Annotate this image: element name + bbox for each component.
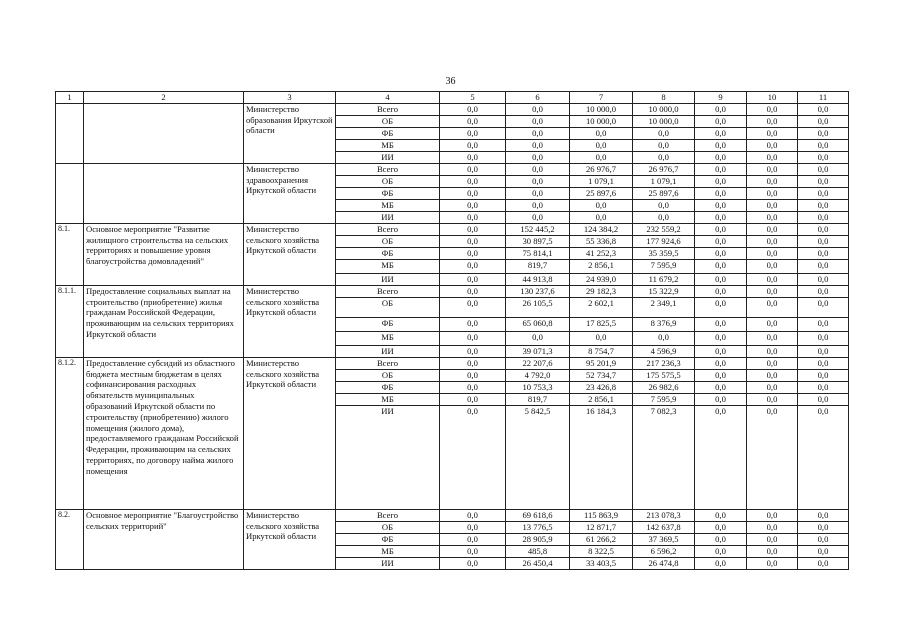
value-cell: 24 939,0 <box>570 273 633 285</box>
value-cell: 0,0 <box>633 127 695 139</box>
value-cell: 0,0 <box>747 297 798 317</box>
row-code <box>56 163 84 223</box>
value-cell: 61 266,2 <box>570 533 633 545</box>
measure-description: Основное мероприятие "Развитие жилищного строительства на сельских территориях и повышение уровня благоустройства домовладений" <box>84 223 244 285</box>
measure-description: Основное мероприятие "Благоустройство сельских территорий" <box>84 509 244 569</box>
value-cell: 0,0 <box>506 175 570 187</box>
value-cell: 75 814,1 <box>506 247 570 259</box>
value-cell: 0,0 <box>440 175 506 187</box>
value-cell: 65 060,8 <box>506 317 570 331</box>
column-header-10: 10 <box>747 92 798 104</box>
value-cell: 0,0 <box>747 187 798 199</box>
value-cell: 0,0 <box>747 345 798 357</box>
value-cell: 10 000,0 <box>633 115 695 127</box>
budget-table <box>55 91 849 570</box>
value-cell: 39 071,3 <box>506 345 570 357</box>
value-cell: 0,0 <box>798 357 849 369</box>
value-cell: 0,0 <box>747 211 798 223</box>
value-cell: 7 595,9 <box>633 393 695 405</box>
value-cell: 0,0 <box>798 187 849 199</box>
value-cell: 0,0 <box>747 331 798 345</box>
value-cell: 0,0 <box>440 259 506 273</box>
value-cell: 0,0 <box>798 545 849 557</box>
value-cell: 0,0 <box>798 235 849 247</box>
value-cell: 0,0 <box>440 393 506 405</box>
funding-source: ФБ <box>336 187 440 199</box>
value-cell: 0,0 <box>798 509 849 521</box>
funding-source: ФБ <box>336 127 440 139</box>
value-cell: 0,0 <box>747 405 798 509</box>
column-header-11: 11 <box>798 92 849 104</box>
column-header-7: 7 <box>570 92 633 104</box>
value-cell: 0,0 <box>798 199 849 211</box>
value-cell: 0,0 <box>695 127 747 139</box>
value-cell: 485,8 <box>506 545 570 557</box>
value-cell: 0,0 <box>798 405 849 509</box>
value-cell: 0,0 <box>440 199 506 211</box>
funding-source: МБ <box>336 199 440 211</box>
value-cell: 2 602,1 <box>570 297 633 317</box>
value-cell: 0,0 <box>570 151 633 163</box>
value-cell: 0,0 <box>798 557 849 569</box>
responsible-organization: Министерство сельского хозяйства Иркутской области <box>244 223 336 285</box>
value-cell: 0,0 <box>798 139 849 151</box>
funding-source: Всего <box>336 223 440 235</box>
value-cell: 0,0 <box>798 103 849 115</box>
value-cell: 0,0 <box>798 127 849 139</box>
value-cell: 0,0 <box>440 557 506 569</box>
row-code: 8.1.2. <box>56 357 84 509</box>
row-code: 8.1. <box>56 223 84 285</box>
value-cell: 6 596,2 <box>633 545 695 557</box>
value-cell: 2 856,1 <box>570 393 633 405</box>
row-code: 8.1.1. <box>56 285 84 357</box>
funding-source: ФБ <box>336 381 440 393</box>
value-cell: 0,0 <box>798 211 849 223</box>
value-cell: 28 905,9 <box>506 533 570 545</box>
table-row <box>56 357 849 369</box>
value-cell: 0,0 <box>798 285 849 297</box>
row-code: 8.2. <box>56 509 84 569</box>
value-cell: 0,0 <box>695 345 747 357</box>
value-cell: 0,0 <box>440 297 506 317</box>
value-cell: 0,0 <box>798 163 849 175</box>
value-cell: 0,0 <box>747 557 798 569</box>
value-cell: 26 450,4 <box>506 557 570 569</box>
value-cell: 819,7 <box>506 393 570 405</box>
value-cell: 30 897,5 <box>506 235 570 247</box>
value-cell: 0,0 <box>747 317 798 331</box>
value-cell: 0,0 <box>747 247 798 259</box>
table-row <box>56 223 849 235</box>
value-cell: 25 897,6 <box>570 187 633 199</box>
funding-source: ФБ <box>336 247 440 259</box>
responsible-organization: Министерство образования Иркутской области <box>244 103 336 163</box>
value-cell: 0,0 <box>633 211 695 223</box>
table-row <box>56 103 849 115</box>
value-cell: 0,0 <box>440 509 506 521</box>
value-cell: 0,0 <box>440 103 506 115</box>
value-cell: 26 105,5 <box>506 297 570 317</box>
column-header-4: 4 <box>336 92 440 104</box>
value-cell: 142 637,8 <box>633 521 695 533</box>
value-cell: 55 336,8 <box>570 235 633 247</box>
value-cell: 26 976,7 <box>570 163 633 175</box>
column-header-1: 1 <box>56 92 84 104</box>
value-cell: 0,0 <box>633 151 695 163</box>
value-cell: 8 322,5 <box>570 545 633 557</box>
value-cell: 0,0 <box>747 273 798 285</box>
value-cell: 0,0 <box>747 103 798 115</box>
funding-source: ОБ <box>336 521 440 533</box>
value-cell: 0,0 <box>440 381 506 393</box>
funding-source: ОБ <box>336 297 440 317</box>
measure-description: Предоставление субсидий из областного бюджета местным бюджетам в целях софинансирования расходных обязательств муниципальных образований Иркутской области по строительству (приобретению) жилого помещения (жилого дома), предоставляемого гражданам Российской Федерации, проживающим на сельских территориях, по договору найма жилого помещения <box>84 357 244 509</box>
value-cell: 69 618,6 <box>506 509 570 521</box>
value-cell: 0,0 <box>440 247 506 259</box>
value-cell: 0,0 <box>798 259 849 273</box>
value-cell: 0,0 <box>506 199 570 211</box>
value-cell: 0,0 <box>695 199 747 211</box>
funding-source: МБ <box>336 259 440 273</box>
table-row <box>56 285 849 297</box>
header-row <box>56 92 849 104</box>
value-cell: 0,0 <box>747 199 798 211</box>
value-cell: 10 000,0 <box>570 103 633 115</box>
value-cell: 0,0 <box>695 545 747 557</box>
value-cell: 0,0 <box>440 151 506 163</box>
value-cell: 8 754,7 <box>570 345 633 357</box>
value-cell: 15 322,9 <box>633 285 695 297</box>
funding-source: Всего <box>336 285 440 297</box>
value-cell: 213 078,3 <box>633 509 695 521</box>
value-cell: 5 842,5 <box>506 405 570 509</box>
funding-source: МБ <box>336 331 440 345</box>
value-cell: 0,0 <box>747 545 798 557</box>
funding-source: ИИ <box>336 273 440 285</box>
value-cell: 0,0 <box>747 223 798 235</box>
value-cell: 0,0 <box>506 211 570 223</box>
funding-source: Всего <box>336 103 440 115</box>
value-cell: 0,0 <box>506 115 570 127</box>
value-cell: 0,0 <box>747 163 798 175</box>
value-cell: 0,0 <box>695 317 747 331</box>
value-cell: 0,0 <box>747 509 798 521</box>
value-cell: 0,0 <box>798 273 849 285</box>
value-cell: 23 426,8 <box>570 381 633 393</box>
value-cell: 0,0 <box>695 151 747 163</box>
responsible-organization: Министерство сельского хозяйства Иркутской области <box>244 357 336 509</box>
value-cell: 8 376,9 <box>633 317 695 331</box>
value-cell: 0,0 <box>695 405 747 509</box>
value-cell: 0,0 <box>695 533 747 545</box>
funding-source: ИИ <box>336 211 440 223</box>
value-cell: 0,0 <box>440 345 506 357</box>
funding-source: ИИ <box>336 557 440 569</box>
value-cell: 0,0 <box>695 273 747 285</box>
value-cell: 0,0 <box>798 297 849 317</box>
value-cell: 819,7 <box>506 259 570 273</box>
value-cell: 0,0 <box>747 533 798 545</box>
value-cell: 0,0 <box>798 393 849 405</box>
funding-source: ФБ <box>336 533 440 545</box>
value-cell: 0,0 <box>506 139 570 151</box>
measure-description <box>84 103 244 163</box>
funding-source: ОБ <box>336 369 440 381</box>
value-cell: 26 976,7 <box>633 163 695 175</box>
value-cell: 0,0 <box>695 163 747 175</box>
value-cell: 0,0 <box>695 103 747 115</box>
value-cell: 52 734,7 <box>570 369 633 381</box>
value-cell: 0,0 <box>440 317 506 331</box>
value-cell: 4 792,0 <box>506 369 570 381</box>
funding-source: ИИ <box>336 405 440 509</box>
value-cell: 10 000,0 <box>633 103 695 115</box>
value-cell: 0,0 <box>747 357 798 369</box>
value-cell: 0,0 <box>798 533 849 545</box>
value-cell: 10 753,3 <box>506 381 570 393</box>
value-cell: 0,0 <box>695 297 747 317</box>
value-cell: 0,0 <box>440 139 506 151</box>
value-cell: 0,0 <box>695 235 747 247</box>
column-header-6: 6 <box>506 92 570 104</box>
funding-source: ОБ <box>336 235 440 247</box>
value-cell: 0,0 <box>440 533 506 545</box>
value-cell: 11 679,2 <box>633 273 695 285</box>
value-cell: 26 474,8 <box>633 557 695 569</box>
value-cell: 2 349,1 <box>633 297 695 317</box>
value-cell: 2 856,1 <box>570 259 633 273</box>
value-cell: 0,0 <box>695 211 747 223</box>
value-cell: 25 897,6 <box>633 187 695 199</box>
value-cell: 0,0 <box>570 199 633 211</box>
value-cell: 35 359,5 <box>633 247 695 259</box>
value-cell: 0,0 <box>440 235 506 247</box>
value-cell: 0,0 <box>747 139 798 151</box>
responsible-organization: Министерство сельского хозяйства Иркутской области <box>244 285 336 357</box>
value-cell: 0,0 <box>747 259 798 273</box>
value-cell: 0,0 <box>695 357 747 369</box>
responsible-organization: Министерство здравоохранения Иркутской области <box>244 163 336 223</box>
value-cell: 232 559,2 <box>633 223 695 235</box>
value-cell: 0,0 <box>747 115 798 127</box>
funding-source: ФБ <box>336 317 440 331</box>
measure-description: Предоставление социальных выплат на строительство (приобретение) жилья гражданам Российской Федерации, проживающим на сельских территориях Иркутской области <box>84 285 244 357</box>
value-cell: 0,0 <box>440 285 506 297</box>
column-header-5: 5 <box>440 92 506 104</box>
value-cell: 0,0 <box>747 285 798 297</box>
value-cell: 0,0 <box>440 405 506 509</box>
value-cell: 0,0 <box>798 223 849 235</box>
value-cell: 0,0 <box>798 369 849 381</box>
value-cell: 0,0 <box>747 127 798 139</box>
responsible-organization: Министерство сельского хозяйства Иркутской области <box>244 509 336 569</box>
value-cell: 0,0 <box>506 151 570 163</box>
value-cell: 7 595,9 <box>633 259 695 273</box>
funding-source: МБ <box>336 545 440 557</box>
value-cell: 0,0 <box>747 521 798 533</box>
value-cell: 0,0 <box>440 223 506 235</box>
value-cell: 0,0 <box>747 369 798 381</box>
value-cell: 177 924,6 <box>633 235 695 247</box>
value-cell: 0,0 <box>440 331 506 345</box>
value-cell: 0,0 <box>695 557 747 569</box>
value-cell: 7 082,3 <box>633 405 695 509</box>
value-cell: 0,0 <box>747 393 798 405</box>
value-cell: 1 079,1 <box>570 175 633 187</box>
value-cell: 0,0 <box>747 151 798 163</box>
table-row <box>56 509 849 521</box>
funding-source: ИИ <box>336 151 440 163</box>
value-cell: 0,0 <box>440 273 506 285</box>
value-cell: 0,0 <box>747 235 798 247</box>
value-cell: 0,0 <box>440 357 506 369</box>
value-cell: 0,0 <box>570 139 633 151</box>
column-header-9: 9 <box>695 92 747 104</box>
value-cell: 0,0 <box>695 247 747 259</box>
page-number: 36 <box>445 76 456 87</box>
value-cell: 26 982,6 <box>633 381 695 393</box>
value-cell: 0,0 <box>440 163 506 175</box>
column-header-3: 3 <box>244 92 336 104</box>
funding-source: ОБ <box>336 115 440 127</box>
value-cell: 0,0 <box>570 211 633 223</box>
funding-source: ИИ <box>336 345 440 357</box>
value-cell: 0,0 <box>570 331 633 345</box>
value-cell: 0,0 <box>798 345 849 357</box>
value-cell: 0,0 <box>440 127 506 139</box>
value-cell: 175 575,5 <box>633 369 695 381</box>
table-body <box>56 92 849 570</box>
value-cell: 0,0 <box>798 521 849 533</box>
value-cell: 13 776,5 <box>506 521 570 533</box>
value-cell: 0,0 <box>506 103 570 115</box>
table-row <box>56 163 849 175</box>
value-cell: 0,0 <box>798 317 849 331</box>
value-cell: 0,0 <box>695 259 747 273</box>
row-code <box>56 103 84 163</box>
value-cell: 41 252,3 <box>570 247 633 259</box>
value-cell: 0,0 <box>633 139 695 151</box>
value-cell: 0,0 <box>695 139 747 151</box>
value-cell: 17 825,5 <box>570 317 633 331</box>
value-cell: 0,0 <box>747 175 798 187</box>
funding-source: Всего <box>336 509 440 521</box>
value-cell: 0,0 <box>695 381 747 393</box>
value-cell: 0,0 <box>695 187 747 199</box>
value-cell: 4 596,9 <box>633 345 695 357</box>
funding-source: МБ <box>336 139 440 151</box>
value-cell: 0,0 <box>798 331 849 345</box>
value-cell: 0,0 <box>798 115 849 127</box>
value-cell: 0,0 <box>633 199 695 211</box>
value-cell: 95 201,9 <box>570 357 633 369</box>
value-cell: 0,0 <box>633 331 695 345</box>
value-cell: 115 863,9 <box>570 509 633 521</box>
value-cell: 0,0 <box>440 545 506 557</box>
funding-source: МБ <box>336 393 440 405</box>
value-cell: 0,0 <box>695 509 747 521</box>
value-cell: 12 871,7 <box>570 521 633 533</box>
value-cell: 0,0 <box>506 187 570 199</box>
value-cell: 0,0 <box>440 187 506 199</box>
value-cell: 0,0 <box>798 381 849 393</box>
value-cell: 124 384,2 <box>570 223 633 235</box>
value-cell: 44 913,8 <box>506 273 570 285</box>
value-cell: 130 237,6 <box>506 285 570 297</box>
value-cell: 33 403,5 <box>570 557 633 569</box>
value-cell: 0,0 <box>506 331 570 345</box>
value-cell: 0,0 <box>695 369 747 381</box>
value-cell: 0,0 <box>440 115 506 127</box>
value-cell: 0,0 <box>695 175 747 187</box>
measure-description <box>84 163 244 223</box>
value-cell: 0,0 <box>798 175 849 187</box>
value-cell: 0,0 <box>695 331 747 345</box>
funding-source: ОБ <box>336 175 440 187</box>
value-cell: 152 445,2 <box>506 223 570 235</box>
value-cell: 0,0 <box>440 369 506 381</box>
value-cell: 16 184,3 <box>570 405 633 509</box>
value-cell: 0,0 <box>440 521 506 533</box>
value-cell: 0,0 <box>695 521 747 533</box>
value-cell: 29 182,3 <box>570 285 633 297</box>
value-cell: 1 079,1 <box>633 175 695 187</box>
value-cell: 0,0 <box>695 393 747 405</box>
column-header-8: 8 <box>633 92 695 104</box>
funding-source: Всего <box>336 357 440 369</box>
value-cell: 0,0 <box>798 151 849 163</box>
value-cell: 0,0 <box>506 127 570 139</box>
value-cell: 0,0 <box>695 115 747 127</box>
value-cell: 0,0 <box>570 127 633 139</box>
value-cell: 0,0 <box>695 223 747 235</box>
funding-source: Всего <box>336 163 440 175</box>
value-cell: 37 369,5 <box>633 533 695 545</box>
value-cell: 22 207,6 <box>506 357 570 369</box>
value-cell: 0,0 <box>506 163 570 175</box>
value-cell: 10 000,0 <box>570 115 633 127</box>
value-cell: 0,0 <box>798 247 849 259</box>
value-cell: 217 236,3 <box>633 357 695 369</box>
value-cell: 0,0 <box>695 285 747 297</box>
value-cell: 0,0 <box>747 381 798 393</box>
value-cell: 0,0 <box>440 211 506 223</box>
column-header-2: 2 <box>84 92 244 104</box>
